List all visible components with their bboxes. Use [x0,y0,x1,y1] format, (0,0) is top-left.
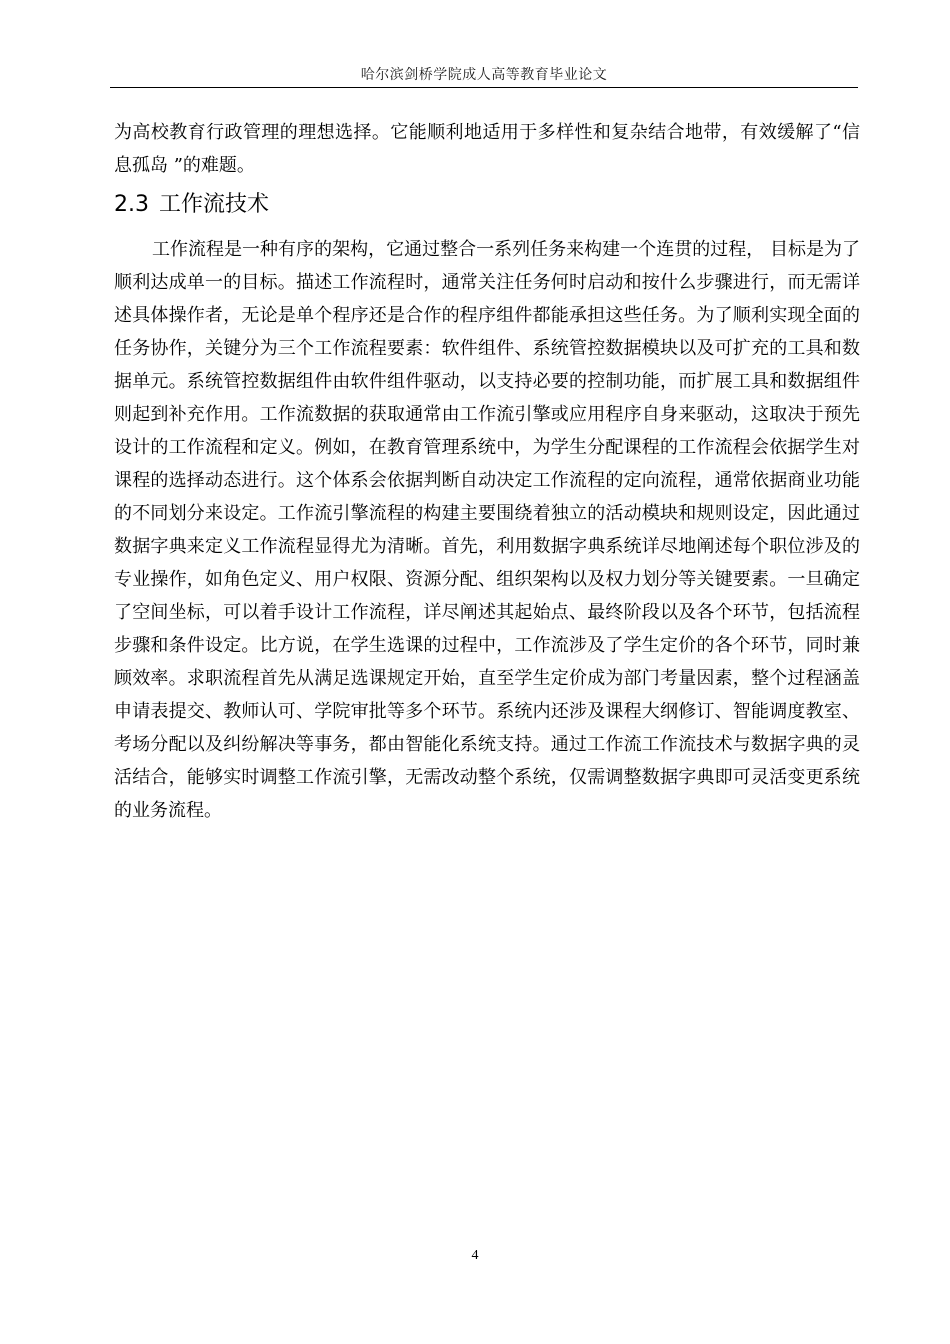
page-number: 4 [471,1248,479,1263]
header-rule [110,87,858,88]
body-paragraph: 工作流程是一种有序的架构，它通过整合一系列任务来构建一个连贯的过程， 目标是为了顺利达成单一的目标。描述工作流程时，通常关注任务何时启动和按什么步骤进行，而无需详述具体操作者，无论是单个程序还是合作的程序组件都能承担这些任务。为了顺利实现全面的任务协作，关键分为三个工作流程要素：软件组件、系统管控数据模块以及可扩充的工具和数据单元。系统管控数据组件由软件组件驱动，以支持必要的控制功能，而扩展工具和数据组件则起到补充作用。工作流数据的获取通常由工作流引擎或应用程序自身来驱动，这取决于预先设计的工作流程和定义。例如，在教育管理系统中，为学生分配课程的工作流程会依据学生对课程的选择动态进行。这个体系会依据判断自动决定工作流程的定向流程，通常依据商业功能的不同划分来设定。工作流引擎流程的构建主要围绕着独立的活动模块和规则设定，因此通过数据字典来定义工作流程显得尤为清晰。首先，利用数据字典系统详尽地阐述每个职位涉及的专业操作，如角色定义、用户权限、资源分配、组织架构以及权力划分等关键要素。一旦确定了空间坐标，可以着手设计工作流程，详尽阐述其起始点、最终阶段以及各个环节，包括流程步骤和条件设定。比方说，在学生选课的过程中，工作流涉及了学生定价的各个环节，同时兼顾效率。求职流程首先从满足选课规定开始，直至学生定价成为部门考量因素，整个过程涵盖申请表提交、教师认可、学院审批等多个环节。系统内还涉及课程大纲修订、智能调度教室、考场分配以及纠纷解决等事务，都由智能化系统支持。通过工作流工作流技术与数据字典的灵活结合，能够实时调整工作流引擎，无需改动整个系统，仅需调整数据字典即可灵活变更系统的业务流程。 [114,239,860,821]
section-number: 2.3 [114,192,149,217]
section-heading [114,190,269,220]
section-title: 工作流技术 [159,192,270,217]
continuation-paragraph: 为高校教育行政管理的理想选择。它能顺利地适用于多样性和复杂结合地带，有效缓解了“信息孤岛 ”的难题。 [114,122,860,176]
running-header: 哈尔滨剑桥学院成人高等教育毕业论文 [360,67,608,83]
